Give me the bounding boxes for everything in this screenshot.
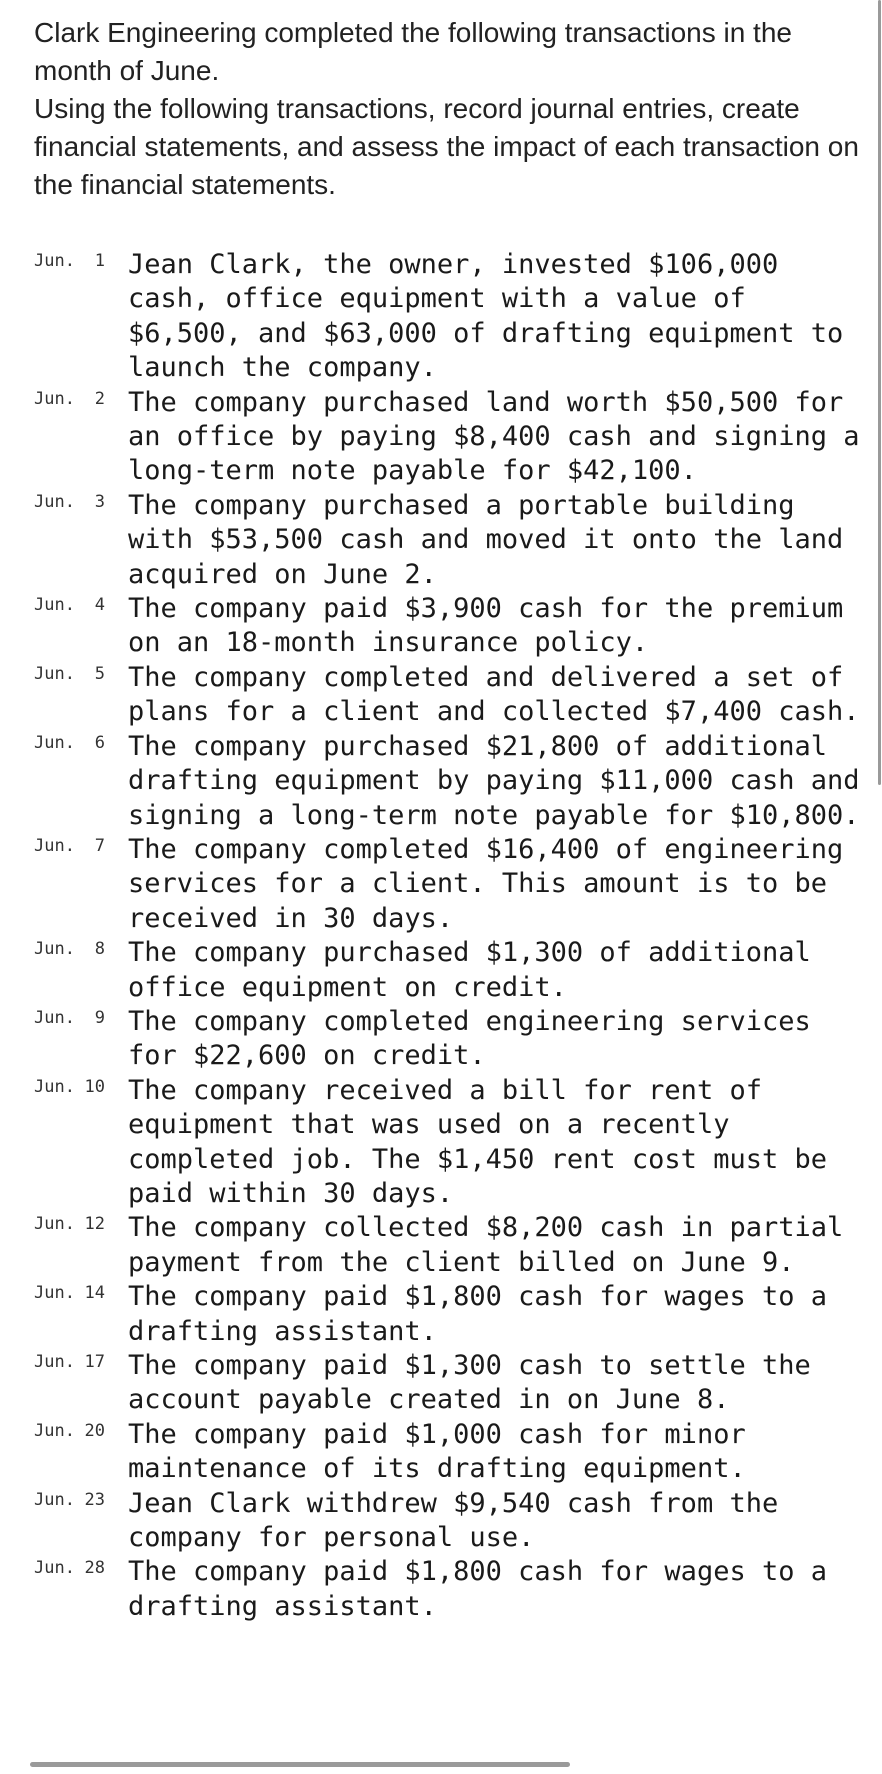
transaction-date: Jun. 5	[34, 663, 105, 684]
transaction-item	[34, 661, 874, 730]
transaction-date: Jun. 9	[34, 1007, 105, 1028]
transaction-item	[34, 1487, 874, 1556]
transaction-date: Jun. 6	[34, 732, 105, 753]
transaction-description: The company completed engineering services for $22,600 on credit.	[128, 1005, 811, 1072]
intro-line-1: Clark Engineering completed the following transactions in the month of June.	[34, 17, 792, 86]
transaction-date: Jun. 10	[34, 1076, 105, 1097]
transaction-description: Jean Clark withdrew $9,540 cash from the company for personal use.	[128, 1487, 779, 1554]
transaction-item	[34, 1349, 874, 1418]
transaction-item	[34, 1211, 874, 1280]
transaction-description: The company purchased land worth $50,500 for an office by paying $8,400 cash and signing a long-term note payable for $42,100.	[128, 386, 860, 487]
transaction-item	[34, 1074, 874, 1212]
transaction-date: Jun. 2	[34, 388, 105, 409]
transaction-description: The company received a bill for rent of equipment that was used on a recently completed job. The $1,450 rent cost must be paid within 30 days.	[128, 1074, 827, 1209]
intro-line-2: Using the following transactions, record journal entries, create financial statements, and assess the impact of each transaction on the financial statements.	[34, 93, 859, 200]
transaction-date: Jun. 8	[34, 939, 105, 960]
transaction-description: Jean Clark, the owner, invested $106,000 cash, office equipment with a value of $6,500, and $63,000 of drafting equipment to launch the company.	[128, 249, 844, 384]
transaction-item	[34, 1418, 874, 1487]
transaction-description: The company purchased a portable building with $53,500 cash and moved it onto the land acquired on June 2.	[128, 489, 844, 590]
transaction-description: The company collected $8,200 cash in partial payment from the client billed on June 9.	[128, 1212, 844, 1278]
transaction-description: The company purchased $1,300 of additional office equipment on credit.	[128, 937, 811, 1003]
transaction-date: Jun. 23	[34, 1489, 105, 1510]
transaction-date: Jun. 20	[34, 1420, 105, 1441]
transaction-list	[34, 248, 874, 1624]
transaction-item	[34, 489, 874, 592]
transaction-item	[34, 1555, 874, 1624]
transaction-description: The company paid $3,900 cash for the premium on an 18-month insurance policy.	[128, 593, 844, 659]
transaction-description: The company purchased $21,800 of additional drafting equipment by paying $11,000 cash and signing a long-term note payable for $10,800.	[128, 730, 860, 831]
transaction-description: The company paid $1,800 cash for wages to a drafting assistant.	[128, 1281, 827, 1347]
transaction-description: The company completed $16,400 of engineering services for a client. This amount is to be received in 30 days.	[128, 833, 844, 934]
transaction-item	[34, 833, 874, 936]
transaction-date: Jun. 12	[34, 1214, 105, 1235]
horizontal-scrollbar[interactable]	[30, 1762, 570, 1767]
transaction-item	[34, 936, 874, 1005]
transaction-item	[34, 1005, 874, 1074]
transaction-date: Jun. 14	[34, 1283, 105, 1304]
transaction-item	[34, 730, 874, 833]
transaction-date: Jun. 28	[34, 1558, 105, 1579]
transaction-date: Jun. 3	[34, 491, 105, 512]
transaction-item	[34, 1280, 874, 1349]
transaction-item	[34, 592, 874, 661]
transaction-item	[34, 248, 874, 386]
intro-text	[34, 14, 874, 204]
transaction-description: The company completed and delivered a set of plans for a client and collected $7,400 cash.	[128, 661, 860, 728]
transaction-description: The company paid $1,000 cash for minor maintenance of its drafting equipment.	[128, 1418, 746, 1485]
transaction-date: Jun. 17	[34, 1352, 105, 1372]
transaction-date: Jun. 4	[34, 595, 105, 616]
transaction-date: Jun. 7	[34, 835, 105, 856]
transaction-date: Jun. 1	[34, 251, 105, 271]
transaction-item	[34, 386, 874, 489]
vertical-scrollbar[interactable]	[878, 0, 881, 785]
transaction-description: The company paid $1,800 cash for wages to a drafting assistant.	[128, 1556, 827, 1622]
transaction-description: The company paid $1,300 cash to settle the account payable created in on June 8.	[128, 1350, 811, 1416]
